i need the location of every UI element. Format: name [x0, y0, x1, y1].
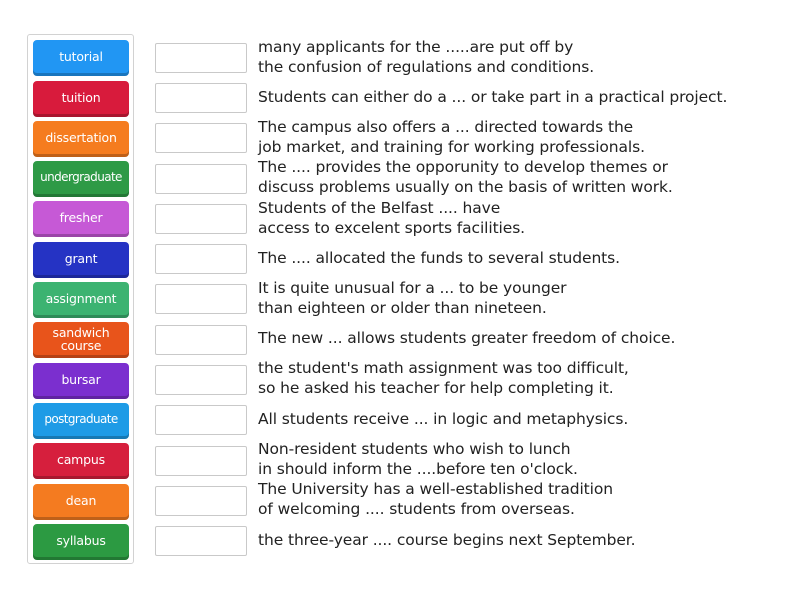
sentence-line: the confusion of regulations and conditions.: [258, 58, 595, 76]
answer-slot-4[interactable]: [155, 164, 247, 194]
word-tile-label: postgraduate: [44, 412, 118, 426]
sentence-line: many applicants for the .....are put off by: [258, 38, 574, 56]
sentence-line: Students of the Belfast .... have: [258, 199, 501, 217]
sentence-line: access to excelent sports facilities.: [258, 219, 526, 237]
word-bank-tray: [27, 34, 134, 564]
word-tile-fresher[interactable]: [33, 201, 129, 237]
word-tile-label: campus: [57, 452, 105, 467]
answer-slot-6[interactable]: [155, 244, 247, 274]
answer-slot-13[interactable]: [155, 526, 247, 556]
answer-slot-9[interactable]: [155, 365, 247, 395]
sentence-5: [258, 198, 525, 238]
sentence-10: [258, 409, 628, 429]
word-tile-dissertation[interactable]: [33, 121, 129, 157]
word-tile-syllabus[interactable]: [33, 524, 129, 560]
answer-slot-3[interactable]: [155, 123, 247, 153]
sentence-line: the three-year .... course begins next September.: [258, 531, 636, 549]
sentence-9: [258, 358, 629, 398]
answer-slot-12[interactable]: [155, 486, 247, 516]
sentence-line: the student's math assignment was too difficult,: [258, 359, 629, 377]
word-tile-label: undergraduate: [40, 170, 122, 184]
answer-slot-8[interactable]: [155, 325, 247, 355]
sentence-7: [258, 278, 566, 318]
sentence-13: [258, 530, 635, 550]
answer-slot-1[interactable]: [155, 43, 247, 73]
answer-slot-2[interactable]: [155, 83, 247, 113]
sentence-line: The campus also offers a ... directed towards the: [258, 118, 634, 136]
word-tile-dean[interactable]: [33, 484, 129, 520]
sentence-line: discuss problems usually on the basis of written work.: [258, 178, 673, 196]
sentence-11: [258, 439, 578, 479]
word-tile-campus[interactable]: [33, 443, 129, 479]
sentence-1: [258, 37, 594, 77]
sentence-8: [258, 328, 675, 348]
sentence-12: [258, 479, 613, 519]
word-tile-postgraduate[interactable]: [33, 403, 129, 439]
answer-slot-10[interactable]: [155, 405, 247, 435]
sentence-6: [258, 248, 620, 268]
sentence-line: of welcoming .... students from overseas.: [258, 500, 575, 518]
sentence-line: than eighteen or older than nineteen.: [258, 299, 547, 317]
sentence-4: [258, 157, 673, 197]
sentence-line: Non-resident students who wish to lunch: [258, 440, 571, 458]
word-tile-tuition[interactable]: [33, 81, 129, 117]
word-tile-assignment[interactable]: [33, 282, 129, 318]
sentence-line: so he asked his teacher for help completing it.: [258, 379, 614, 397]
sentence-line: It is quite unusual for a ... to be younger: [258, 279, 567, 297]
sentence-line: The University has a well-established tradition: [258, 480, 613, 498]
word-tile-label: tuition: [61, 90, 101, 105]
word-tile-label: bursar: [61, 372, 101, 387]
sentence-line: job market, and training for working professionals.: [258, 138, 645, 156]
sentence-3: [258, 117, 645, 157]
answer-slot-5[interactable]: [155, 204, 247, 234]
word-tile-label: assignment: [45, 291, 117, 306]
answer-slot-7[interactable]: [155, 284, 247, 314]
answer-slot-11[interactable]: [155, 446, 247, 476]
sentence-line: in should inform the ....before ten o'clock.: [258, 460, 578, 478]
sentence-line: The new ... allows students greater freedom of choice.: [258, 329, 676, 347]
sentence-line: All students receive ... in logic and metaphysics.: [258, 410, 629, 428]
sentence-line: The .... allocated the funds to several students.: [258, 249, 620, 267]
word-tile-grant[interactable]: [33, 242, 129, 278]
word-tile-label: syllabus: [56, 533, 106, 548]
sentence-2: [258, 87, 727, 107]
word-tile-bursar[interactable]: [33, 363, 129, 399]
word-tile-label: fresher: [59, 210, 103, 225]
word-tile-undergraduate[interactable]: [33, 161, 129, 197]
word-tile-label: grant: [64, 251, 98, 266]
sentence-line: The .... provides the opporunity to develop themes or: [258, 158, 668, 176]
sentence-line: Students can either do a ... or take part in a practical project.: [258, 88, 728, 106]
word-tile-label: dissertation: [45, 130, 117, 145]
word-tile-label: sandwich course: [52, 324, 110, 353]
word-tile-label: tutorial: [59, 49, 103, 64]
word-tile-tutorial[interactable]: [33, 40, 129, 76]
word-tile-label: dean: [65, 493, 97, 508]
word-tile-sandwich-course[interactable]: [33, 322, 129, 358]
